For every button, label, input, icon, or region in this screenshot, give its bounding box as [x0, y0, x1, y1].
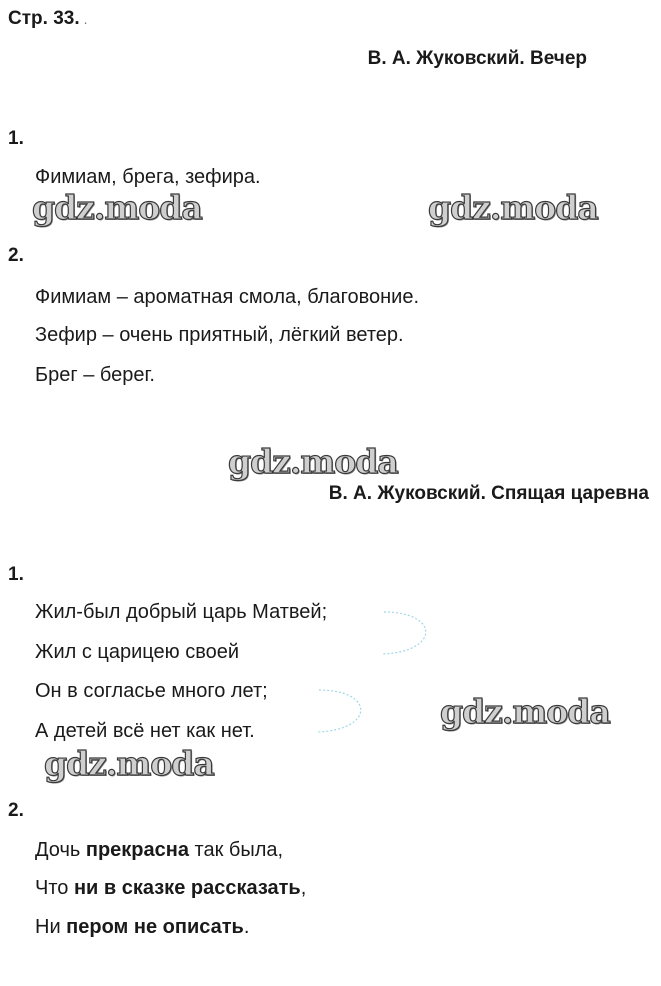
definition-line: Фимиам – ароматная смола, благовоние.: [35, 286, 420, 308]
question-number: 2.: [8, 800, 24, 821]
watermark: gdz.moda: [440, 692, 610, 731]
plain-text: так была,: [188, 839, 284, 861]
rhyme-arc: [315, 686, 375, 736]
question-number: 1.: [8, 128, 24, 149]
question-number: 1.: [8, 564, 24, 585]
poem-line: А детей всё нет как нет.: [35, 720, 255, 742]
poem-line: Жил с царицею своей: [35, 641, 240, 663]
section-title-tsarevna: В. А. Жуковский. Спящая царевна: [328, 483, 649, 504]
definition-line: Брег – берег.: [35, 364, 155, 386]
page-number: [8, 8, 88, 30]
poem-line: Он в согласье много лет;: [35, 680, 268, 702]
poem-line: [35, 839, 283, 862]
poem-line: [35, 916, 249, 939]
highlighted-phrase: ни в сказке рассказать: [73, 877, 301, 899]
watermark: gdz.moda: [32, 188, 202, 227]
section-title-vecher: В. А. Жуковский. Вечер: [367, 48, 587, 69]
watermark: gdz.moda: [44, 744, 214, 783]
question-number: 2.: [8, 245, 24, 266]
page-number-label: Стр. 33.: [8, 8, 80, 29]
watermark: gdz.moda: [228, 442, 398, 481]
definition-line: Зефир – очень приятный, лёгкий ветер.: [35, 324, 404, 346]
watermark: gdz.moda: [428, 188, 598, 227]
highlighted-phrase: пером не описать: [66, 916, 244, 938]
plain-text: ,: [300, 877, 307, 899]
poem-line: [35, 877, 306, 900]
plain-text: Дочь: [35, 839, 86, 861]
poem-line: Жил-был добрый царь Матвей;: [35, 601, 328, 623]
rhyme-arc: [380, 608, 440, 658]
plain-text: Ни: [35, 916, 67, 938]
plain-text: Что: [35, 877, 74, 899]
page-number-dot: .: [83, 11, 88, 27]
answer-line: Фимиам, брега, зефира.: [35, 166, 261, 188]
plain-text: .: [243, 916, 250, 938]
highlighted-word: прекрасна: [85, 839, 189, 861]
